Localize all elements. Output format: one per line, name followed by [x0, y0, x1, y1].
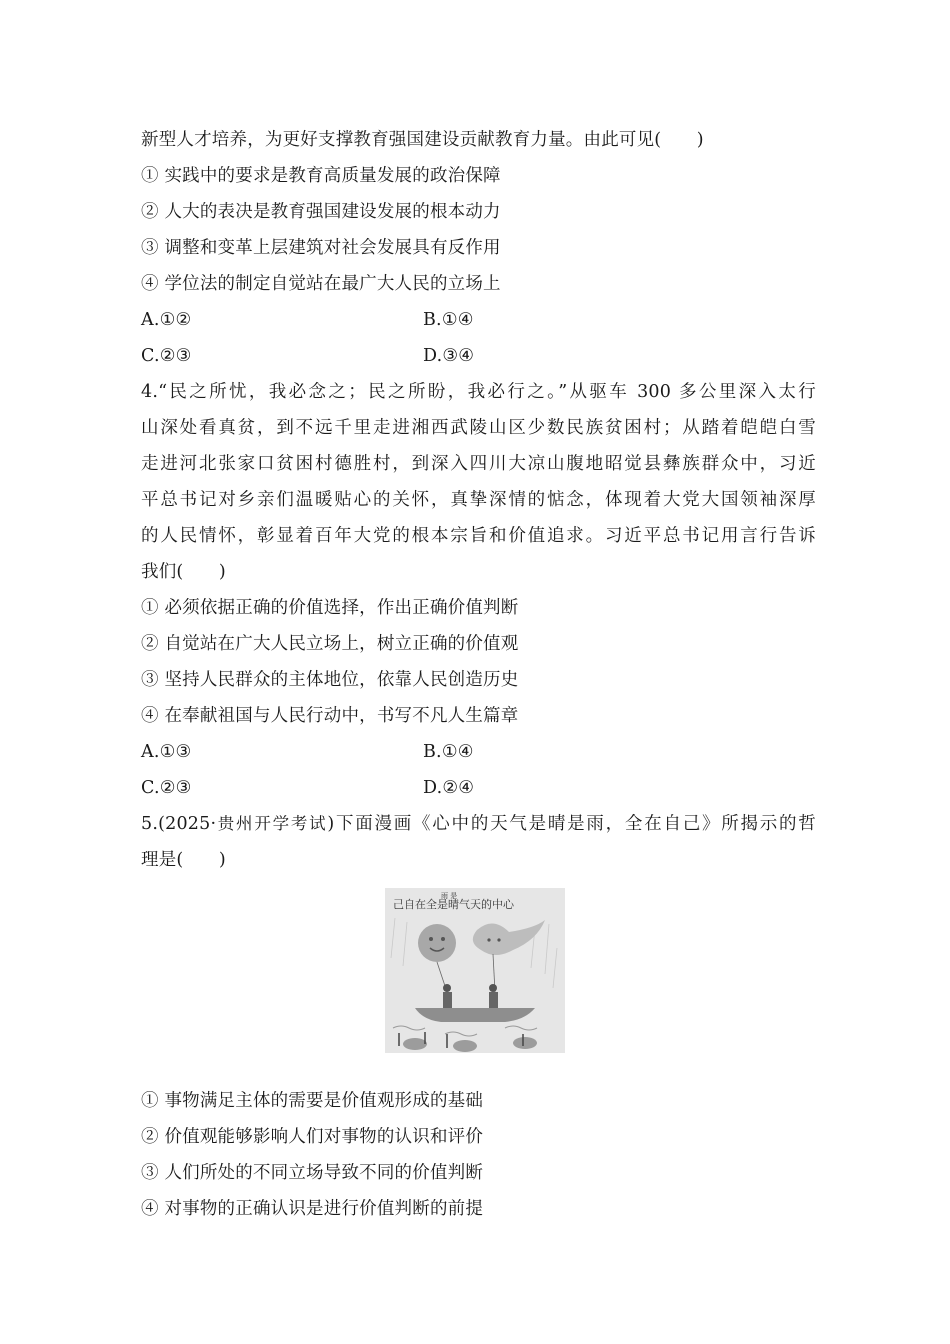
q4-stem-line-2: 山深处看真贫，到不远千里走进湘西武陵山区少数民族贫困村；从踏着皑皑白雪	[141, 418, 816, 438]
q4-stem-line-4: 平总书记对乡亲们温暖贴心的关怀，真挚深情的惦念，体现着大党大国领袖深厚	[141, 490, 816, 510]
q4-option-c[interactable]: C.②③	[141, 778, 192, 798]
q5-item-3: ③ 人们所处的不同立场导致不同的价值判断	[141, 1163, 484, 1183]
q5-stem-rest: )下面漫画《心中的天气是晴是雨，全在自己》所揭示的哲	[327, 814, 817, 834]
q3-stem-end: 新型人才培养，为更好支撑教育强国建设贡献教育力量。由此可见( )	[141, 130, 704, 150]
q5-item-1: ① 事物满足主体的需要是价值观形成的基础	[141, 1091, 484, 1111]
q5-source: 贵州开学考试	[216, 814, 328, 833]
q3-option-a[interactable]: A.①②	[141, 310, 192, 330]
q4-item-2: ② 自觉站在广大人民立场上，树立正确的价值观	[141, 634, 519, 654]
q4-options-row-1	[141, 734, 816, 770]
q3-option-d[interactable]: D.③④	[423, 346, 475, 366]
cartoon-caption: 己自在全是晴气天的中心	[393, 898, 514, 911]
q3-item-4: ④ 学位法的制定自觉站在最广大人民的立场上	[141, 274, 501, 294]
q4-stem-line-1: 4.“民之所忧，我必念之；民之所盼，我必行之。”从驱车 300 多公里深入太行	[141, 382, 816, 402]
q4-item-3: ③ 坚持人民群众的主体地位，依靠人民创造历史	[141, 670, 519, 690]
q4-stem-line-5: 的人民情怀，彰显着百年大党的根本宗旨和价值追求。习近平总书记用言行告诉	[141, 526, 816, 546]
q4-item-1: ① 必须依据正确的价值选择，作出正确价值判断	[141, 598, 519, 618]
q3-options-row-2	[141, 338, 816, 374]
q4-option-d[interactable]: D.②④	[423, 778, 475, 798]
q5-item-2: ② 价值观能够影响人们对事物的认识和评价	[141, 1127, 484, 1147]
q3-item-2: ② 人大的表决是教育强国建设发展的根本动力	[141, 202, 501, 222]
q3-item-3: ③ 调整和变革上层建筑对社会发展具有反作用	[141, 238, 501, 258]
q4-stem-line-6: 我们( )	[141, 562, 226, 582]
q4-item-4: ④ 在奉献祖国与人民行动中，书写不凡人生篇章	[141, 706, 519, 726]
q4-stem-line-3: 走进河北张家口贫困村德胜村，到深入四川大凉山腹地昭觉县彝族群众中，习近	[141, 454, 816, 474]
q5-stem-line-1	[141, 806, 816, 842]
q3-item-1: ① 实践中的要求是教育高质量发展的政治保障	[141, 166, 501, 186]
q5-number: 5.(2025·	[141, 814, 217, 834]
cartoon-caption-extra: 雨 是	[441, 892, 458, 900]
q5-figure	[141, 878, 816, 1083]
exam-page	[141, 122, 816, 1227]
q3-option-c[interactable]: C.②③	[141, 346, 192, 366]
q4-option-a[interactable]: A.①③	[141, 742, 192, 762]
q4-options-row-2	[141, 770, 816, 806]
q5-stem-line-2: 理是( )	[141, 850, 226, 870]
q4-option-b[interactable]: B.①④	[423, 742, 474, 762]
q3-options-row-1	[141, 302, 816, 338]
cartoon-image	[385, 888, 565, 1053]
q3-option-b[interactable]: B.①④	[423, 310, 474, 330]
q5-item-4: ④ 对事物的正确认识是进行价值判断的前提	[141, 1199, 484, 1219]
